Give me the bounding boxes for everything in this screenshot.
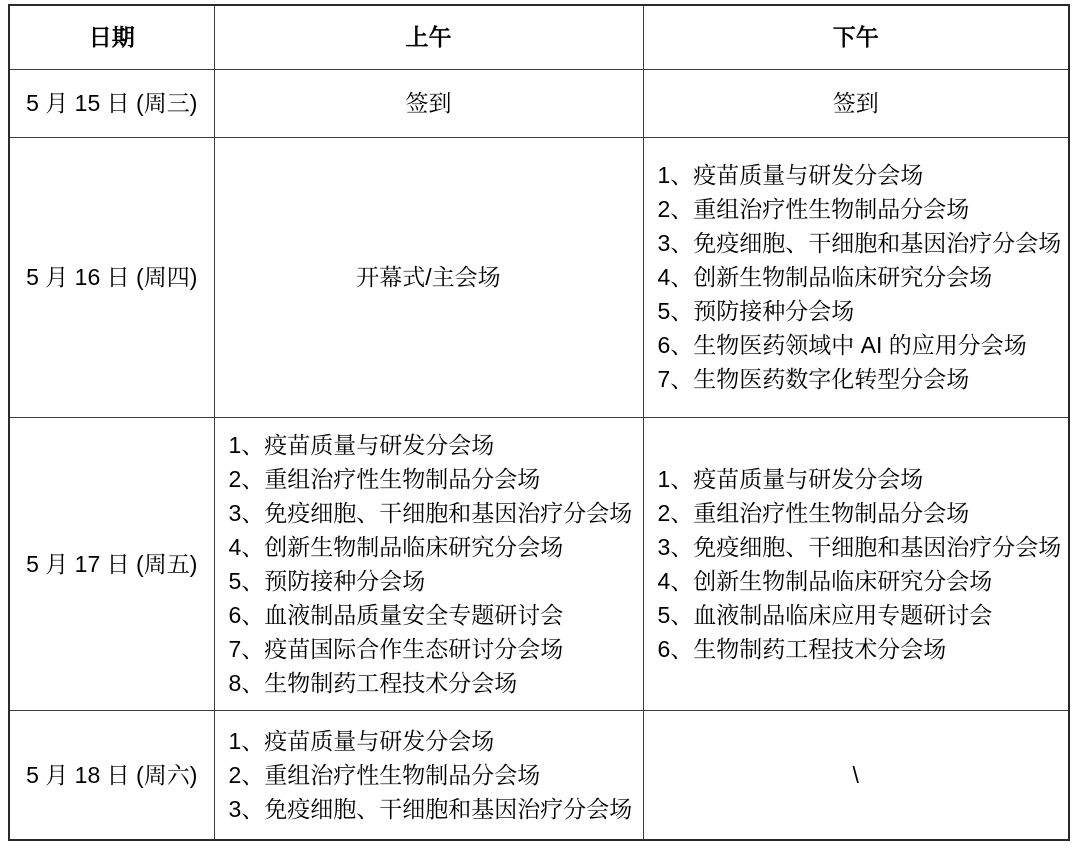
may18-afternoon: \ bbox=[643, 710, 1069, 840]
date-may18: 5 月 18 日 (周六) bbox=[9, 710, 214, 840]
session-item: 5、预防接种分会场 bbox=[657, 298, 855, 324]
date-may15: 5 月 15 日 (周三) bbox=[9, 69, 214, 137]
session-item: 7、疫苗国际合作生态研讨分会场 bbox=[228, 635, 564, 662]
session-item: 5、血液制品临床应用专题研讨会 bbox=[657, 601, 993, 628]
may16-morning: 开幕式/主会场 bbox=[214, 137, 643, 417]
may18-morning bbox=[214, 710, 643, 840]
session-item: 4、创新生物制品临床研究分会场 bbox=[657, 567, 993, 594]
session-item: 2、重组治疗性生物制品分会场 bbox=[657, 196, 970, 222]
header-date: 日期 bbox=[9, 5, 214, 69]
session-item: 2、重组治疗性生物制品分会场 bbox=[657, 499, 970, 526]
may16-afternoon bbox=[643, 137, 1069, 417]
header-row bbox=[9, 5, 1069, 69]
conference-schedule-table bbox=[8, 4, 1070, 841]
table-row-may15 bbox=[9, 69, 1069, 137]
date-may17: 5 月 17 日 (周五) bbox=[9, 417, 214, 710]
table-row-may17 bbox=[9, 417, 1069, 710]
session-item: 5、预防接种分会场 bbox=[228, 567, 426, 594]
date-may16: 5 月 16 日 (周四) bbox=[9, 137, 214, 417]
session-item: 7、生物医药数字化转型分会场 bbox=[657, 366, 970, 392]
session-item: 6、生物制药工程技术分会场 bbox=[657, 635, 947, 662]
session-item: 1、疫苗质量与研发分会场 bbox=[228, 431, 495, 458]
session-item: 1、疫苗质量与研发分会场 bbox=[657, 162, 924, 188]
session-item: 1、疫苗质量与研发分会场 bbox=[657, 465, 924, 492]
session-item: 3、免疫细胞、干细胞和基因治疗分会场 bbox=[657, 230, 1062, 256]
header-morning: 上午 bbox=[214, 5, 643, 69]
session-item: 2、重组治疗性生物制品分会场 bbox=[228, 761, 541, 788]
session-item: 6、生物医药领域中 AI 的应用分会场 bbox=[657, 332, 1027, 358]
session-item: 4、创新生物制品临床研究分会场 bbox=[228, 533, 564, 560]
session-item: 4、创新生物制品临床研究分会场 bbox=[657, 264, 993, 290]
table-row-may18 bbox=[9, 710, 1069, 840]
session-item: 3、免疫细胞、干细胞和基因治疗分会场 bbox=[228, 795, 633, 822]
may15-afternoon: 签到 bbox=[643, 69, 1069, 137]
session-item: 8、生物制药工程技术分会场 bbox=[228, 669, 518, 696]
session-item: 6、血液制品质量安全专题研讨会 bbox=[228, 601, 564, 628]
may15-morning: 签到 bbox=[214, 69, 643, 137]
session-item: 1、疫苗质量与研发分会场 bbox=[228, 727, 495, 754]
table-row-may16 bbox=[9, 137, 1069, 417]
session-item: 3、免疫细胞、干细胞和基因治疗分会场 bbox=[228, 499, 633, 526]
may17-afternoon bbox=[643, 417, 1069, 710]
session-item: 3、免疫细胞、干细胞和基因治疗分会场 bbox=[657, 533, 1062, 560]
may17-morning bbox=[214, 417, 643, 710]
header-afternoon: 下午 bbox=[643, 5, 1069, 69]
session-item: 2、重组治疗性生物制品分会场 bbox=[228, 465, 541, 492]
